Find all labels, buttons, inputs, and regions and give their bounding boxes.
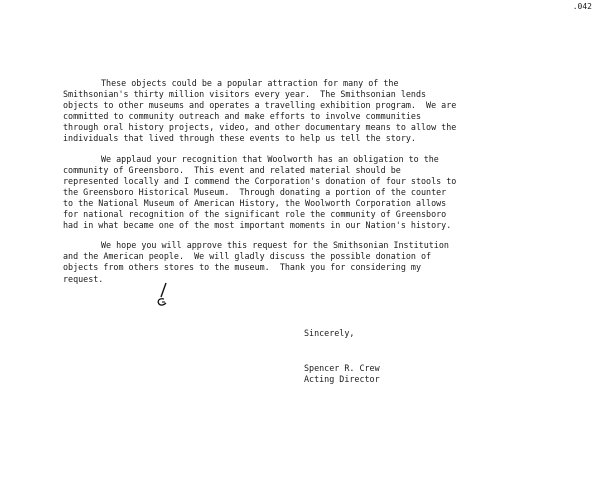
text-line: to the National Museum of American History, the Woolworth Corporation allows xyxy=(63,197,447,208)
handwritten-edit-mark-icon xyxy=(152,281,176,309)
text-line: community of Greensboro. This event and related material should be xyxy=(63,164,401,175)
page-number: .042 xyxy=(572,2,592,11)
text-line: the Greensboro Historical Museum. Through donating a portion of the counter xyxy=(63,186,447,197)
text-line: request. xyxy=(63,273,104,284)
text-line: committed to community outreach and make efforts to involve communities xyxy=(63,111,421,122)
paragraph-2 xyxy=(63,154,583,232)
letter-body xyxy=(63,78,583,294)
text-line: We applaud your recognition that Woolworth has an obligation to the xyxy=(101,153,439,164)
signer-info xyxy=(304,363,380,385)
text-line: objects from others stores to the museum. Thank you for considering my xyxy=(63,262,421,273)
text-line: through oral history projects, video, and other documentary means to allow the xyxy=(63,122,457,133)
text-line: Smithsonian's thirty million visitors every year. The Smithsonian lends xyxy=(63,89,427,100)
signature-block xyxy=(304,328,380,385)
text-line: had in what became one of the most important moments in our Nation's history. xyxy=(63,220,452,231)
text-line: These objects could be a popular attraction for many of the xyxy=(101,78,399,88)
text-line: We hope you will approve this request for the Smithsonian Institution xyxy=(101,240,449,251)
paragraph-1 xyxy=(63,78,583,145)
text-line: for national recognition of the significant role the community of Greensboro xyxy=(63,209,447,220)
text-line: individuals that lived through these events to help us tell the story. xyxy=(63,133,416,144)
signer-name: Spencer R. Crew xyxy=(304,363,380,374)
signer-title: Acting Director xyxy=(304,374,380,385)
text-line: objects to other museums and operates a travelling exhibition program. We are xyxy=(63,100,457,111)
text-line: and the American people. We will gladly discuss the possible donation of xyxy=(63,251,432,262)
text-line: represented locally and I commend the Corporation's donation of four stools to xyxy=(63,175,457,186)
closing-salutation: Sincerely, xyxy=(304,328,355,338)
paragraph-3 xyxy=(63,240,583,284)
